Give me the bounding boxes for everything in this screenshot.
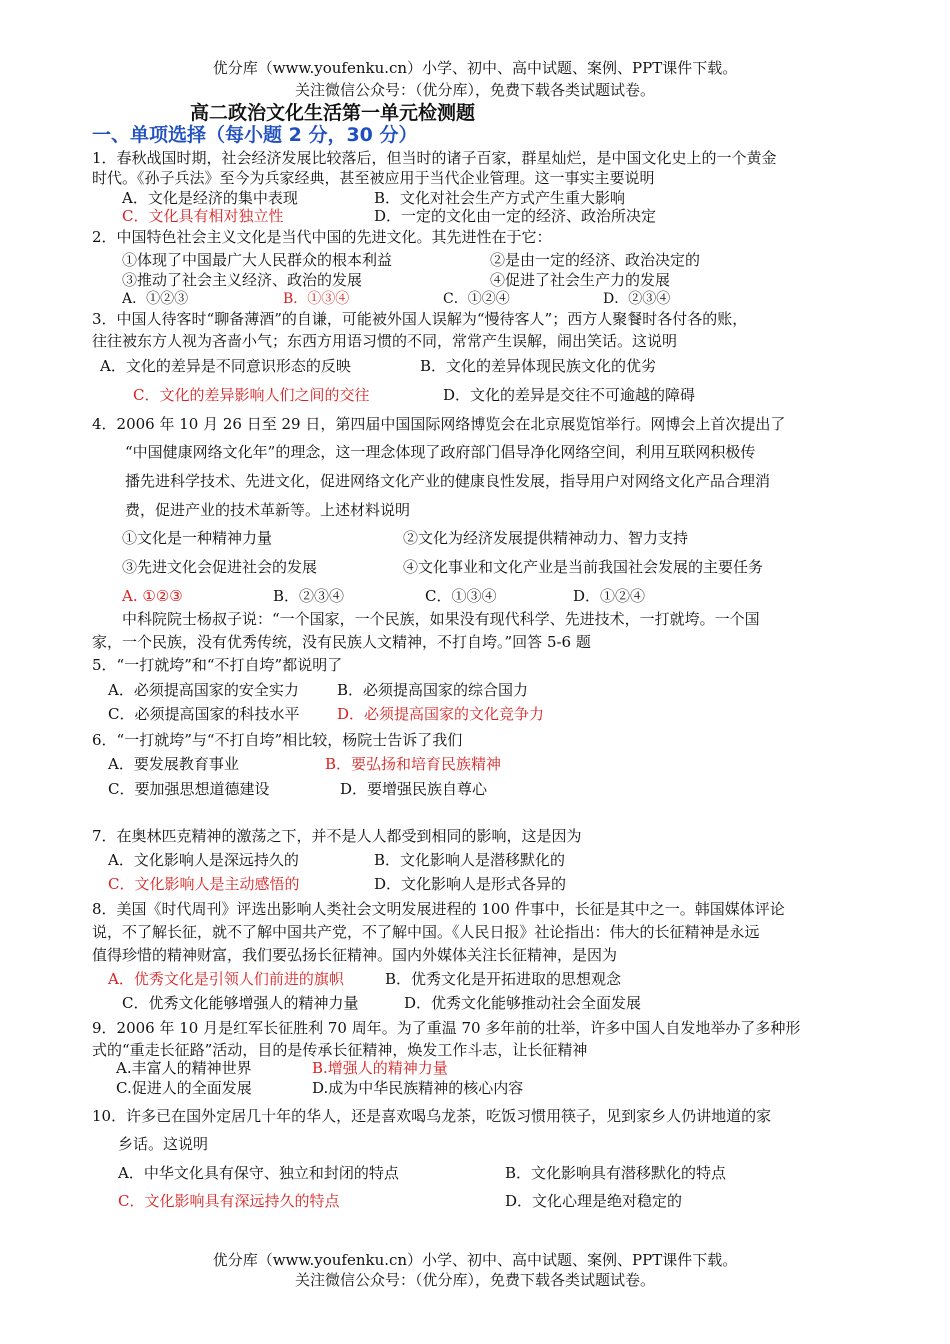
q6-option-a: A．要发展教育事业	[108, 755, 239, 773]
q10-stem-2: 乡话。这说明	[118, 1135, 209, 1153]
header-line-2: 关注微信公众号：（优分库），免费下载各类试题试卷。	[294, 81, 655, 99]
q9-stem-2: 式的“重走长征路”活动，目的是传承长征精神，焕发工作斗志，让长征精神	[92, 1041, 588, 1059]
q3-stem-1: 3．中国人待客时“聊备薄酒”的自谦，可能被外国人误解为“慢待客人”；西方人聚餐时各付各的账，	[92, 310, 748, 328]
q10-option-d: D．文化心理是绝对稳定的	[505, 1192, 683, 1210]
q4-stem-1: 4．2006 年 10 月 26 日至 29 日，第四届中国国际网络博览会在北京展览馆举行。网博会上首次提出了	[92, 415, 786, 433]
q1-option-d: D．一定的文化由一定的经济、政治所决定	[374, 207, 657, 225]
q8-stem-3: 值得珍惜的精神财富，我们要弘扬长征精神。国内外媒体关注长征精神，是因为	[92, 946, 618, 964]
q9-option-b-answer: B.增强人的精神力量	[312, 1059, 448, 1077]
q9-stem-1: 9．2006 年 10 月是红军长征胜利 70 周年。为了重温 70 多年前的壮举，许多中国人自发地举办了多种形	[92, 1019, 801, 1037]
q5-option-a: A．必须提高国家的安全实力	[108, 681, 299, 699]
q7-stem: 7．在奥林匹克精神的激荡之下，并不是人人都受到相同的影响，这是因为	[92, 827, 582, 845]
q3-option-d: D．文化的差异是交往不可逾越的障碍	[443, 386, 696, 404]
q6-stem: 6．“一打就垮”与“不打自垮”相比较，杨院士告诉了我们	[92, 731, 463, 749]
q8-stem-1: 8．美国《时代周刊》评选出影响人类社会文明发展进程的 100 件事中，长征是其中之一。韩国媒体评论	[92, 900, 785, 918]
q10-option-a: A．中华文化具有保守、独立和封闭的特点	[118, 1164, 399, 1182]
header-line-1: 优分库（www.youfenku.cn）小学、初中、高中试题、案例、PPT课件下载。	[212, 59, 738, 77]
q9-option-d: D.成为中华民族精神的核心内容	[312, 1079, 524, 1097]
q8-stem-2: 说，不了解长征，就不了解中国共产党，不了解中国。《人民日报》社论指出：伟大的长征精神是永远	[92, 923, 760, 941]
q7-option-a: A．文化影响人是深远持久的	[108, 851, 299, 869]
q2-option-b-answer: B．①③④	[283, 291, 350, 307]
q7-option-b: B．文化影响人是潜移默化的	[374, 851, 566, 869]
q10-option-c-answer: C．文化影响具有深远持久的特点	[118, 1192, 340, 1210]
q2-option-d: D．②③④	[603, 291, 671, 307]
q4-statement-4: ④文化事业和文化产业是当前我国社会发展的主要任务	[403, 558, 764, 576]
q5-option-c: C．必须提高国家的科技水平	[108, 705, 300, 723]
q1-stem-2: 时代。《孙子兵法》至今为兵家经典，甚至被应用于当代企业管理。这一事实主要说明	[92, 169, 655, 187]
q4-option-a-answer: A. ①②③	[122, 587, 183, 605]
q4-stem-3: 播先进科学技术、先进文化，促进网络文化产业的健康良性发展，指导用户对网络文化产品合理消	[125, 472, 771, 490]
q4-statement-2: ②文化为经济发展提供精神动力、智力支持	[403, 529, 689, 547]
material-line-2: 家，一个民族，没有优秀传统，没有民族人文精神，不打自垮。”回答 5-6 题	[92, 633, 591, 651]
q5-option-d-answer: D．必须提高国家的文化竞争力	[337, 705, 545, 723]
q4-stem-4: 费，促进产业的技术革新等。上述材料说明	[125, 501, 411, 519]
q1-option-b: B．文化对社会生产方式产生重大影响	[374, 189, 626, 207]
q2-statement-4: ④促进了社会生产力的发展	[490, 271, 671, 289]
q3-stem-2: 往往被东方人视为吝啬小气；东西方用语习惯的不同，常常产生误解，闹出笑话。这说明	[92, 332, 678, 350]
q2-statement-3: ③推动了社会主义经济、政治的发展	[122, 271, 363, 289]
q1-stem-1: 1．春秋战国时期，社会经济发展比较落后，但当时的诸子百家，群星灿烂，是中国文化史上的一个黄金	[92, 149, 777, 167]
q9-option-a: A.丰富人的精神世界	[116, 1059, 252, 1077]
q6-option-d: D．要增强民族自尊心	[340, 780, 488, 798]
q10-stem-1: 10．许多已在国外定居几十年的华人，还是喜欢喝乌龙茶，吃饭习惯用筷子，见到家乡人仍讲地道的家	[92, 1107, 772, 1125]
q2-statement-2: ②是由一定的经济、政治决定的	[490, 251, 701, 269]
q4-option-d: D．①②④	[573, 587, 646, 605]
q8-option-a-answer: A．优秀文化是引领人们前进的旗帜	[108, 970, 344, 988]
q3-option-c-answer: C．文化的差异影响人们之间的交往	[133, 386, 370, 404]
q7-option-c-answer: C．文化影响人是主动感悟的	[108, 875, 300, 893]
q3-option-a: A．文化的差异是不同意识形态的反映	[100, 357, 351, 375]
section-heading: 一、单项选择（每小题 2 分，30 分）	[92, 124, 418, 146]
q9-option-c: C.促进人的全面发展	[116, 1079, 252, 1097]
q2-statement-1: ①体现了中国最广大人民群众的根本利益	[122, 251, 393, 269]
q4-statement-3: ③先进文化会促进社会的发展	[122, 558, 318, 576]
footer-line-2: 关注微信公众号：（优分库），免费下载各类试题试卷。	[294, 1271, 655, 1289]
q8-option-d: D．优秀文化能够推动社会全面发展	[404, 994, 642, 1012]
q1-option-a: A．文化是经济的集中表现	[122, 189, 298, 207]
q4-statement-1: ①文化是一种精神力量	[122, 529, 273, 547]
footer-line-1: 优分库（www.youfenku.cn）小学、初中、高中试题、案例、PPT课件下载。	[212, 1251, 738, 1269]
q4-option-c: C．①③④	[425, 587, 497, 605]
q6-option-c: C．要加强思想道德建设	[108, 780, 270, 798]
q2-stem: 2．中国特色社会主义文化是当代中国的先进文化。其先进性在于它：	[92, 228, 552, 246]
q3-option-b: B．文化的差异体现民族文化的优劣	[420, 357, 657, 375]
q2-option-c: C．①②④	[443, 291, 510, 307]
q8-option-c: C．优秀文化能够增强人的精神力量	[122, 994, 359, 1012]
q4-option-b: B．②③④	[273, 587, 345, 605]
q10-option-b: B．文化影响具有潜移默化的特点	[505, 1164, 727, 1182]
page-title: 高二政治文化生活第一单元检测题	[190, 102, 476, 124]
q6-option-b-answer: B．要弘扬和培育民族精神	[325, 755, 502, 773]
q5-stem: 5．“一打就垮”和“不打自垮”都说明了	[92, 656, 343, 674]
q5-option-b: B．必须提高国家的综合国力	[337, 681, 529, 699]
q1-option-c-answer: C．文化具有相对独立性	[122, 207, 284, 225]
q4-stem-2: “中国健康网络文化年”的理念，这一理念体现了政府部门倡导净化网络空间，利用互联网积极传	[125, 443, 756, 461]
q2-option-a: A．①②③	[122, 291, 189, 307]
material-line-1: 中科院院士杨叔子说：“一个国家，一个民族，如果没有现代科学、先进技术，一打就垮。一个国	[122, 610, 760, 628]
q7-option-d: D．文化影响人是形式各异的	[374, 875, 567, 893]
q8-option-b: B．优秀文化是开拓进取的思想观念	[385, 970, 622, 988]
